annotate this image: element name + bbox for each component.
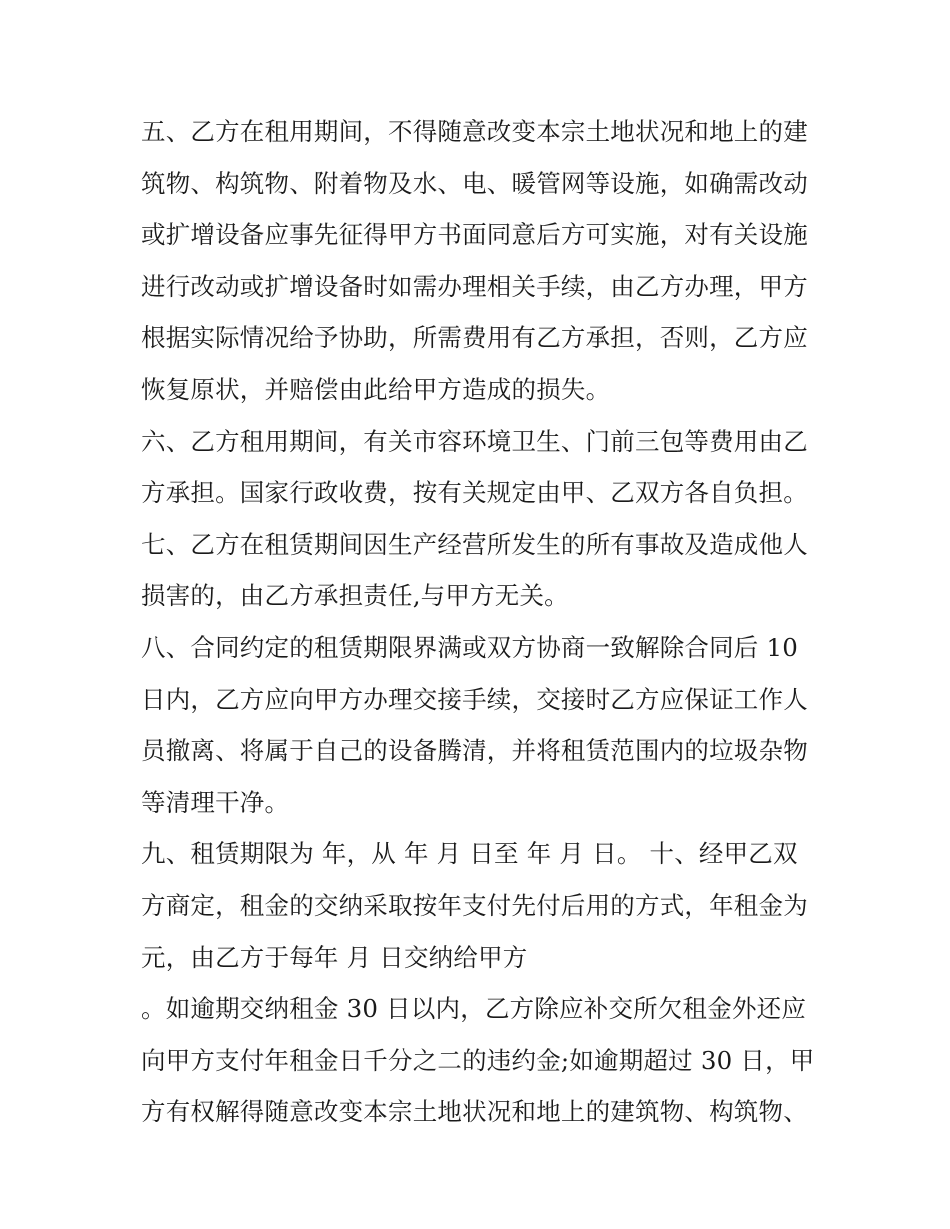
text-line: 六、乙方租用期间，有关市容环境卫生、门前三包等费用由乙 [141, 426, 808, 456]
text-line: 日内，乙方应向甲方办理交接手续，交接时乙方应保证工作人 [141, 684, 808, 714]
text-line: 等清理干净。 [141, 787, 290, 817]
text-line: 五、乙方在租用期间，不得随意改变本宗土地状况和地上的建 [141, 117, 808, 146]
text-line: 。如逾期交纳租金 30 日以内，乙方除应补交所欠租金外还应 [141, 994, 807, 1024]
text-line: 九、租赁期限为 年，从 年 月 日至 年 月 日。 十、经甲乙双 [141, 839, 798, 869]
text-line: 八、合同约定的租赁期限界满或双方协商一致解除合同后 10 [141, 632, 799, 662]
text-line: 向甲方支付年租金日千分之二的违约金;如逾期超过 30 日，甲 [141, 1045, 815, 1075]
text-line: 元，由乙方于每年 月 日交纳给甲方 [141, 942, 528, 972]
text-line: 七、乙方在租赁期间因生产经营所发生的所有事故及造成他人 [141, 529, 808, 559]
document-body [141, 106, 821, 1138]
text-line: 根据实际情况给予协助，所需费用有乙方承担，否则，乙方应 [141, 323, 808, 353]
text-line: 筑物、构筑物、附着物及水、电、暖管网等设施，如确需改动 [141, 168, 808, 198]
text-line: 或扩增设备应事先征得甲方书面同意后方可实施，对有关设施 [141, 220, 808, 250]
text-line: 损害的，由乙方承担责任,与甲方无关。 [141, 581, 569, 611]
text-line: 方承担。国家行政收费，按有关规定由甲、乙双方各自负担。 [141, 478, 808, 508]
text-line: 恢复原状，并赔偿由此给甲方造成的损失。 [141, 374, 611, 404]
text-line: 方商定，租金的交纳采取按年支付先付后用的方式，年租金为 [141, 890, 808, 920]
text-line: 方有权解得随意改变本宗土地状况和地上的建筑物、构筑物、 [141, 1097, 808, 1127]
text-line: 员撤离、将属于自己的设备腾清，并将租赁范围内的垃圾杂物 [141, 736, 808, 766]
text-line: 进行改动或扩增设备时如需办理相关手续，由乙方办理，甲方 [141, 271, 808, 301]
